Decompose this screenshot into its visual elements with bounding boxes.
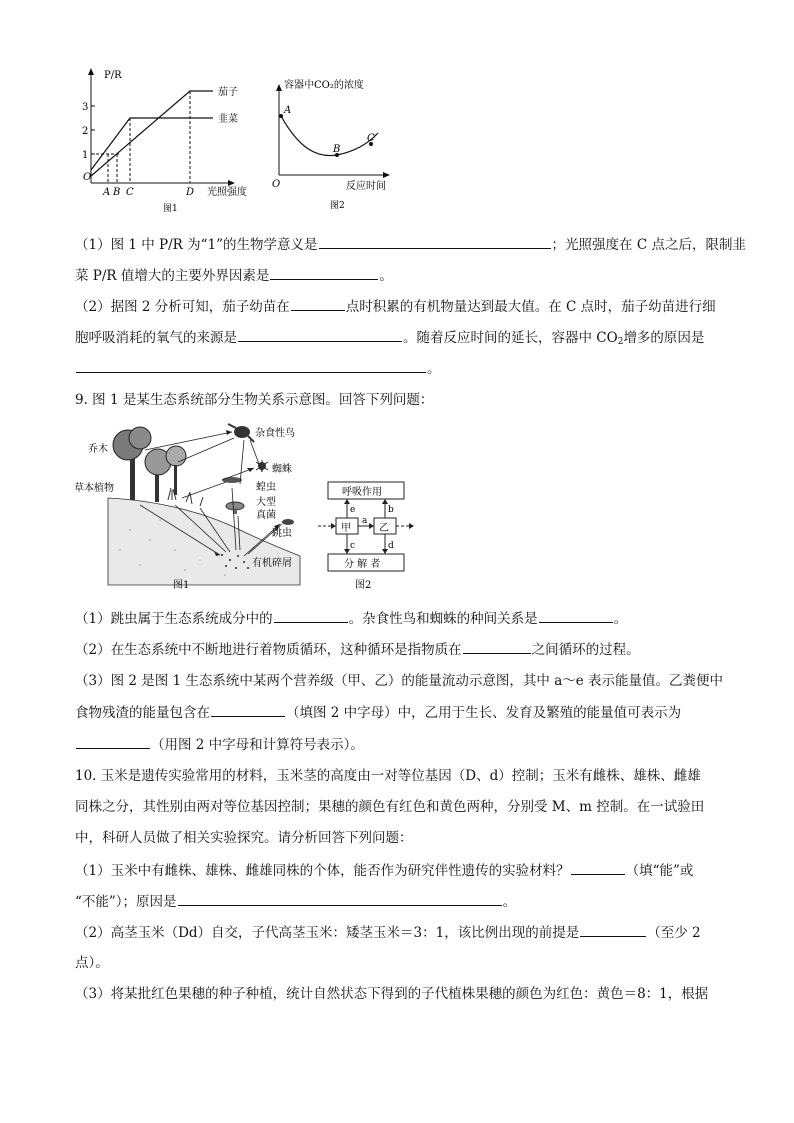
fig1-y-axis-label: P/R — [104, 70, 122, 81]
fig2-origin: O — [272, 179, 281, 190]
fig1-caption: 图1 — [163, 204, 178, 214]
q8-part2-line2: 胞呼吸消耗的氧气的来源是 。随着反应时间的延长，容器中 $CO_2$增多的原因是 — [75, 327, 704, 352]
q9-part2: （2）在生态系统中不断地进行着物质循环，这种循环是指物质在 之间循环的过程。 — [75, 639, 640, 660]
svg-text:分 解 者: 分 解 者 — [344, 559, 381, 570]
answer-blank[interactable] — [571, 860, 625, 875]
label-bird: 杂食性鸟 — [255, 428, 295, 439]
answer-blank[interactable] — [319, 234, 551, 249]
q9-part1: （1）跳虫属于生态系统成分中的 。杂食性鸟和蜘蛛的种间关系是 。 — [75, 608, 627, 629]
fig1-series-chive — [91, 118, 213, 170]
q9-figure-1-ecosystem — [74, 424, 300, 591]
arrow-label-a: a — [362, 516, 368, 526]
fig2-y-axis-label: 容器中CO₂的浓度 — [284, 80, 364, 91]
answer-blank[interactable] — [291, 296, 345, 311]
answer-blank[interactable] — [76, 734, 150, 749]
label-herb: 草本植物 — [74, 483, 114, 494]
q9-stem: 9. 图 1 是某生态系统部分生物关系示意图。回答下列问题： — [75, 392, 434, 408]
q8-part1-line2: 菜 P/R 值增大的主要外界因素是 。 — [75, 265, 393, 286]
label-grasshopper: 蝗虫 — [256, 482, 276, 493]
ecosystem-figures — [0, 410, 794, 600]
answer-blank[interactable] — [539, 608, 613, 623]
q10-part1-line1: （1）玉米中有雌株、雄株、雌雄同株的个体，能否作为研究伴性遗传的实验材料？ （填“能”或 — [75, 860, 693, 881]
label-large: 大型 — [256, 497, 276, 508]
answer-blank[interactable] — [270, 265, 378, 280]
fig1-marker-c: C — [126, 187, 134, 198]
q10-stem-line2: 同株之分，其性别由两对等位基因控制；果穗的颜色有红色和黄色两种，分别受 M、m 控制。在一试验田 — [75, 799, 705, 815]
q9-fig2-caption: 图2 — [355, 580, 372, 591]
label-springtail: 跳虫 — [272, 528, 292, 539]
fig1-series-eggplant — [91, 91, 213, 176]
answer-blank[interactable] — [76, 358, 426, 373]
arrow-label-b: b — [388, 505, 394, 515]
fig1-origin: O — [83, 172, 92, 183]
tree-icon — [113, 427, 186, 502]
answer-blank[interactable] — [274, 608, 348, 623]
answer-blank[interactable] — [580, 922, 646, 937]
svg-text:乙: 乙 — [379, 523, 389, 534]
label-debris: 有机碎屑 — [252, 558, 292, 569]
fig2-point-c: C — [367, 133, 375, 144]
q9-fig1-caption: 图1 — [173, 580, 190, 591]
q9-part3-line3: （用图 2 中字母和计算符号表示）。 — [75, 734, 364, 755]
fig1-y-tick-3: 3 — [82, 102, 89, 113]
q10-part2-line1: （2）高茎玉米（Dd）自交，子代高茎玉米：矮茎玉米＝3：1，该比例出现的前提是 （至少 2 — [75, 922, 701, 943]
answer-blank[interactable] — [178, 891, 502, 906]
q8-part2-line3: 。 — [75, 358, 441, 379]
figure-1-pr-chart — [82, 68, 247, 214]
springtail-icon — [282, 519, 294, 525]
fig1-marker-a: A — [103, 187, 111, 198]
q9-figure-2-energy-flow — [318, 482, 414, 591]
fig2-point-b: B — [333, 144, 341, 155]
q10-stem-line1: 10. 玉米是遗传实验常用的材料，玉米茎的高度由一对等位基因（D、d）控制；玉米有雌株、雄株、雌雄 — [75, 768, 701, 784]
q10-part3-line1: （3）将某批红色果穗的种子种植，统计自然状态下得到的子代植株果穗的颜色为红色：黄色＝8：1，根据 — [75, 986, 709, 1002]
q9-part3-line2: 食物残渣的能量包含在 （填图 2 中字母）中，乙用于生长、发育及繁殖的能量值可表示为 — [75, 702, 681, 723]
label-fungus: 真菌 — [256, 510, 276, 521]
photosynthesis-figures — [0, 0, 794, 215]
q10-stem-line3: 中，科研人员做了相关实验探究。请分析回答下列问题： — [75, 830, 413, 846]
q9-part3-line1: （3）图 2 是图 1 生态系统中某两个营养级（甲、乙）的能量流动示意图，其中 a～e 表示能量值。乙粪便中 — [75, 673, 724, 689]
fig2-caption: 图2 — [330, 201, 345, 211]
fig1-series-label-chive: 韭菜 — [218, 114, 238, 125]
fig1-series-label-eggplant: 茄子 — [218, 87, 238, 98]
fig2-co2-curve — [281, 116, 378, 156]
figure-2-co2-chart — [272, 78, 390, 211]
fig1-y-tick-1: 1 — [82, 150, 89, 161]
q8-part1-line1: （1）图 1 中 P/R 为“1”的生物学意义是 ；光照强度在 C 点之后，限制韭 — [75, 234, 746, 255]
answer-blank[interactable] — [463, 639, 531, 654]
label-tree: 乔木 — [88, 444, 108, 455]
fig1-x-axis-label: 光照强度 — [207, 187, 247, 198]
arrow-label-e: e — [350, 505, 356, 515]
arrow-label-d: d — [388, 541, 394, 551]
fig2-point-a: A — [284, 105, 292, 116]
q10-part2-line2: 点）。 — [75, 955, 109, 971]
fig1-marker-b: B — [113, 187, 121, 198]
q10-part1-line2: “不能”）；原因是 。 — [75, 891, 516, 912]
q8-part2-line1: （2）据图 2 分析可知，茄子幼苗在 点时积累的有机物量达到最大值。在 C 点时，茄子幼苗进行细 — [75, 296, 716, 317]
answer-blank[interactable] — [238, 327, 402, 342]
answer-blank[interactable] — [211, 702, 285, 717]
arrow-label-c: c — [350, 541, 356, 551]
fig1-y-tick-2: 2 — [82, 126, 89, 137]
fig2-x-axis-label: 反应时间 — [346, 181, 386, 192]
svg-text:呼吸作用: 呼吸作用 — [342, 487, 382, 498]
fig1-marker-d: D — [186, 187, 195, 198]
fungus-icon — [226, 502, 244, 514]
label-spider: 蜘蛛 — [272, 464, 292, 475]
svg-text:甲: 甲 — [341, 523, 351, 534]
